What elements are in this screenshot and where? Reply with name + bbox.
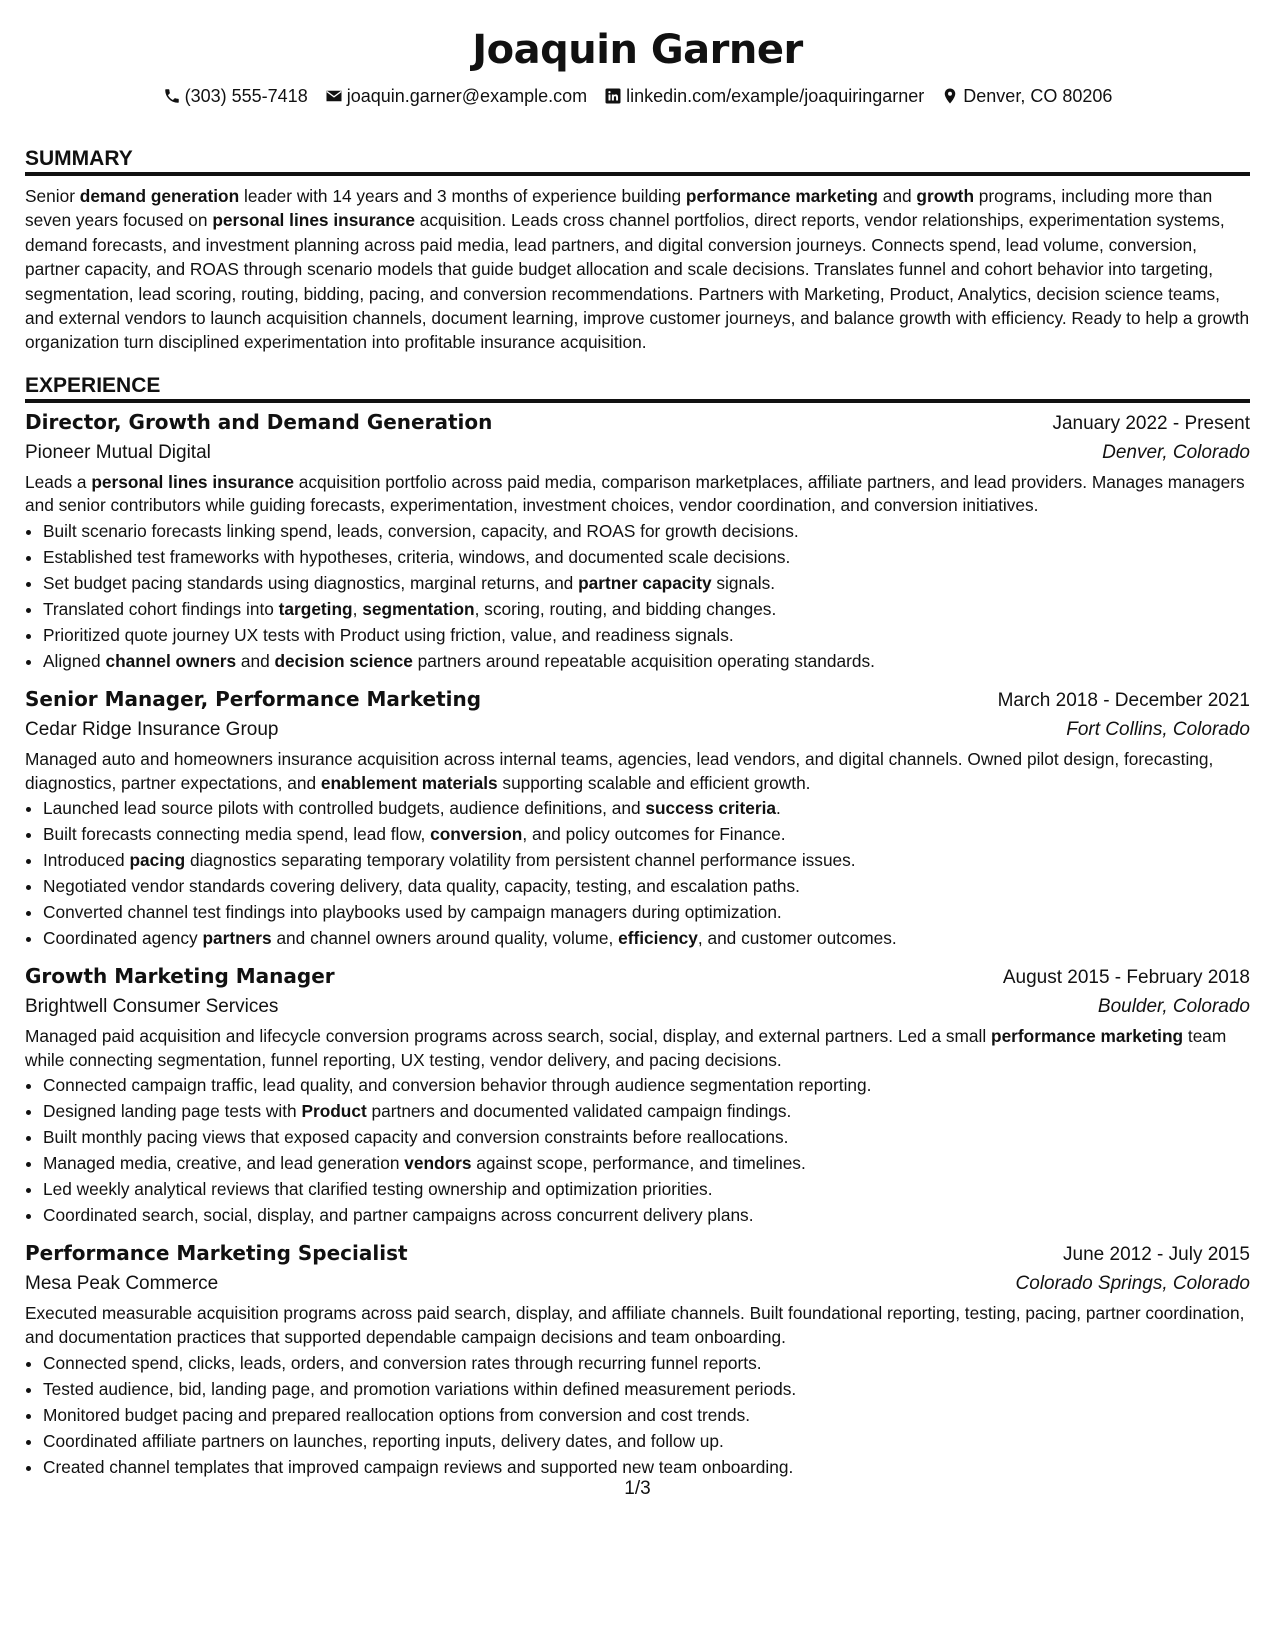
job-subheader	[25, 992, 1250, 1022]
job-location: Colorado Springs, Colorado	[1015, 1273, 1250, 1295]
contact-phone	[163, 86, 308, 107]
job-dates: January 2022 - Present	[1052, 412, 1250, 434]
bullet-item: • Built scenario forecasts linking spend, leads, conversion, capacity, and ROAS for growth decisions.	[43, 518, 1250, 544]
job-dates: March 2018 - December 2021	[997, 690, 1250, 712]
contact-email[interactable]	[325, 86, 587, 107]
job-header	[25, 407, 1250, 438]
bullet-item: • Introduced pacing diagnostics separating temporary volatility from persistent channel performance issues.	[43, 847, 1250, 873]
job-role: Performance Marketing Specialist	[25, 1241, 408, 1266]
job-location: Boulder, Colorado	[1097, 996, 1250, 1018]
bullet-item: • Coordinated affiliate partners on launches, reporting inputs, delivery dates, and follow up.	[43, 1428, 1250, 1454]
bullet-item: • Coordinated agency partners and channel owners around quality, volume, efficiency, and customer outcomes.	[43, 925, 1250, 951]
job-company: Mesa Peak Commerce	[25, 1273, 219, 1295]
linkedin-text: linkedin.com/example/joaquiringarner	[626, 85, 925, 106]
job-description: Managed auto and homeowners insurance acquisition across internal teams, agencies, lead vendors, and digital channels. Owned pilot design, forecasting, diagnostics, partner expectations, and enablement materials supporting scalable and efficient growth.	[25, 749, 1214, 793]
bullet-item: • Connected campaign traffic, lead quality, and conversion behavior through audience segmentation reporting.	[43, 1072, 1250, 1098]
summary-heading: SUMMARY	[25, 145, 1250, 176]
bullet-item: • Connected spend, clicks, leads, orders, and conversion rates through recurring funnel reports.	[43, 1350, 1250, 1376]
contact-location	[941, 86, 1112, 107]
job-entry	[25, 684, 1250, 951]
experience-heading: EXPERIENCE	[25, 372, 1250, 403]
job-bullets	[25, 1072, 1250, 1228]
job-role: Director, Growth and Demand Generation	[25, 409, 493, 434]
job-dates: June 2012 - July 2015	[1063, 1244, 1250, 1266]
summary-text: Senior demand generation leader with 14 years and 3 months of experience building performance marketing and growth programs, including more than seven years focused on personal lines insurance acquisition. Leads cross channel portfolios, direct reports, vendor relationships, experimentation systems, demand forecasts, and investment planning across paid media, lead partners, and digital conversion journeys. Connects spend, lead volume, conversion, partner capacity, and ROAS through scenario models that guide budget allocation and scale decisions. Translates funnel and cohort behavior into targeting, segmentation, lead scoring, routing, bidding, pacing, and conversion recommendations. Partners with Marketing, Product, Analytics, decision science teams, and external vendors to launch acquisition channels, document learning, improve customer journeys, and balance growth with efficiency. Ready to help a growth organization turn disciplined experimentation into profitable insurance acquisition.	[25, 186, 1250, 353]
map-pin-icon	[941, 87, 959, 105]
bullet-item: • Led weekly analytical reviews that clarified testing ownership and optimization priorities.	[43, 1176, 1250, 1202]
bullet-item: • Negotiated vendor standards covering delivery, data quality, capacity, testing, and escalation paths.	[43, 873, 1250, 899]
job-company: Brightwell Consumer Services	[25, 996, 279, 1018]
job-company: Cedar Ridge Insurance Group	[25, 719, 279, 741]
job-header	[25, 684, 1250, 715]
phone-icon	[163, 87, 181, 105]
job-description: Managed paid acquisition and lifecycle conversion programs across search, social, display, and external partners. Led a small performance marketing team while connecting segmentation, funnel reporting, UX testing, vendor delivery, and pacing decisions.	[25, 1026, 1227, 1070]
job-company: Pioneer Mutual Digital	[25, 441, 211, 463]
bullet-item: • Created channel templates that improved campaign reviews and supported new team onboarding.	[43, 1454, 1250, 1480]
bullet-item: • Aligned channel owners and decision science partners around repeatable acquisition operating standards.	[43, 648, 1250, 674]
bullet-item: • Managed media, creative, and lead generation vendors against scope, performance, and timelines.	[43, 1150, 1250, 1176]
bullet-item: • Launched lead source pilots with controlled budgets, audience definitions, and success criteria.	[43, 795, 1250, 821]
job-bullets	[25, 795, 1250, 951]
job-location: Denver, Colorado	[1102, 441, 1250, 463]
job-bullets	[25, 518, 1250, 674]
job-header	[25, 961, 1250, 992]
job-subheader	[25, 715, 1250, 745]
bullet-item: • Established test frameworks with hypotheses, criteria, windows, and documented scale decisions.	[43, 544, 1250, 570]
job-entry	[25, 1238, 1250, 1479]
bullet-item: • Set budget pacing standards using diagnostics, marginal returns, and partner capacity signals.	[43, 570, 1250, 596]
bullet-item: • Built forecasts connecting media spend, lead flow, conversion, and policy outcomes for Finance.	[43, 821, 1250, 847]
job-role: Senior Manager, Performance Marketing	[25, 687, 482, 712]
bullet-item: • Converted channel test findings into playbooks used by campaign managers during optimization.	[43, 899, 1250, 925]
job-role: Growth Marketing Manager	[25, 964, 335, 989]
job-description: Leads a personal lines insurance acquisition portfolio across paid media, comparison marketplaces, affiliate partners, and lead providers. Manages managers and senior contributors while guiding forecasts, experimentation, investment choices, vendor coordination, and conversion initiatives.	[25, 471, 1245, 516]
experience-list	[25, 407, 1250, 1480]
job-entry	[25, 407, 1250, 674]
job-dates: August 2015 - February 2018	[1002, 967, 1250, 989]
contact-linkedin[interactable]	[604, 86, 924, 107]
bullet-item: • Designed landing page tests with Product partners and documented validated campaign findings.	[43, 1098, 1250, 1124]
job-subheader	[25, 438, 1250, 468]
linkedin-icon	[604, 87, 622, 105]
contact-bar	[25, 84, 1250, 108]
location-text: Denver, CO 80206	[963, 85, 1113, 106]
email-text: joaquin.garner@example.com	[346, 85, 588, 106]
bullet-item: • Monitored budget pacing and prepared reallocation options from conversion and cost trends.	[43, 1402, 1250, 1428]
job-bullets	[25, 1350, 1250, 1480]
bullet-item: • Translated cohort findings into targeting, segmentation, scoring, routing, and bidding changes.	[43, 596, 1250, 622]
page-number: 1/3	[624, 1478, 651, 1499]
bullet-item: • Prioritized quote journey UX tests with Product using friction, value, and readiness signals.	[43, 622, 1250, 648]
envelope-icon	[325, 87, 343, 105]
job-description: Executed measurable acquisition programs across paid search, display, and affiliate channels. Built foundational reporting, testing, pacing, partner coordination, and documentation practices that supported dependable campaign decisions and team onboarding.	[25, 1303, 1245, 1347]
bullet-item: • Built monthly pacing views that exposed capacity and conversion constraints before reallocations.	[43, 1124, 1250, 1150]
job-location: Fort Collins, Colorado	[1066, 719, 1250, 741]
bullet-item: • Coordinated search, social, display, and partner campaigns across concurrent delivery plans.	[43, 1202, 1250, 1228]
job-header	[25, 1238, 1250, 1269]
resume-page	[25, 0, 1250, 1480]
bullet-item: • Tested audience, bid, landing page, and promotion variations within defined measurement periods.	[43, 1376, 1250, 1402]
job-entry	[25, 961, 1250, 1228]
candidate-name: Joaquin Garner	[472, 27, 803, 73]
phone-text: (303) 555-7418	[184, 85, 308, 106]
job-subheader	[25, 1269, 1250, 1299]
